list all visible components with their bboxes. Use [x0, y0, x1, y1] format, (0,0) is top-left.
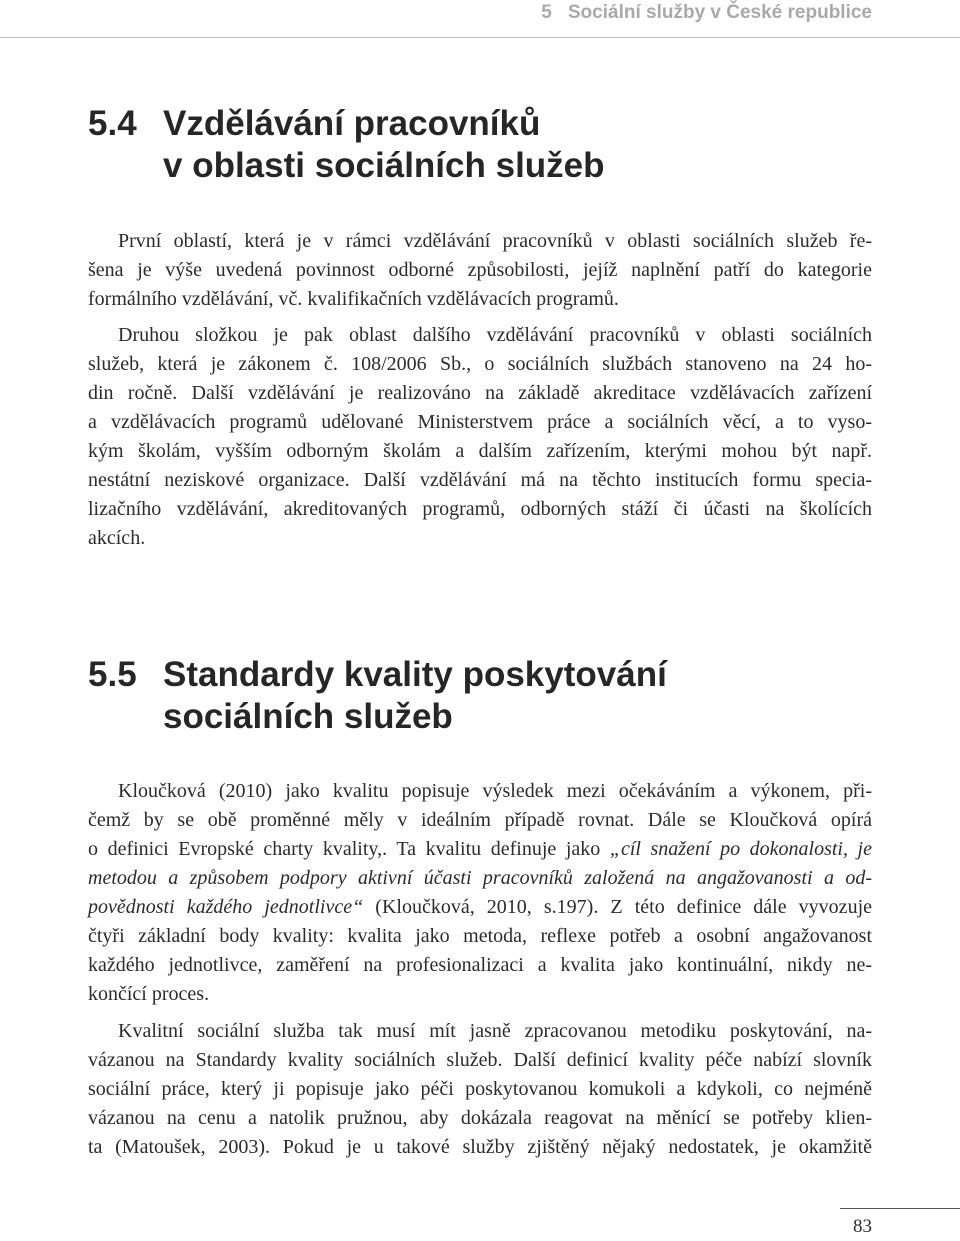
footer-rule — [840, 1208, 960, 1209]
section-heading-5-5 — [88, 654, 888, 744]
text-line: kým školám, vyšším odborným školám a dalším zařízením, kterými mohou být např. — [88, 440, 872, 462]
text-line — [88, 893, 872, 922]
section-title-line: Standardy kvality poskytování — [163, 655, 667, 695]
quotation-text: metodou a způsobem podpory aktivní účasti pracovníků založená na angažovanosti a od- — [88, 867, 872, 889]
text-line — [88, 864, 872, 893]
text-run: (Kloučková, 2010, s.197). Z této definice dále vyvozuje — [363, 896, 872, 918]
running-head — [0, 0, 960, 38]
section-title-line: Vzdělávání pracovníků — [163, 104, 541, 144]
text-line: končící proces. — [88, 983, 210, 1005]
text-line: čemž by se obě proměnné měly v ideálním případě rovnat. Dále se Kloučková opírá — [88, 809, 872, 831]
text-run: o definici Evropské charty kvality,. Ta kvalitu definuje jako — [88, 838, 610, 860]
text-line: a vzdělávacích programů udělované Ministerstvem práce a sociálních věcí, a to vyso- — [88, 411, 872, 433]
section-title-line: v oblasti sociálních služeb — [163, 146, 605, 186]
page-number: 83 — [853, 1216, 872, 1237]
text-line: každého jednotlivce, zaměření na profesionalizaci a kvalita jako kontinuální, nikdy ne- — [88, 954, 872, 976]
section-title — [163, 654, 863, 738]
paragraph-formal-education — [88, 227, 872, 314]
section-heading-5-4 — [88, 103, 888, 193]
text-line: sociální práce, který ji popisuje jako péči poskytovanou komukoli a kdykoli, co nejméně — [88, 1078, 872, 1100]
running-head-chapter-number: 5 — [541, 2, 552, 23]
text-line: vázanou na Standardy kvality sociálních služeb. Další definicí kvality péče nabízí slovník — [88, 1049, 872, 1071]
text-line: nestátní neziskové organizace. Další vzdělávání má na těchto institucích formu specia- — [88, 469, 872, 491]
running-head-chapter-title: Sociální služby v České republice — [567, 2, 872, 23]
text-line: din ročně. Další vzdělávání je realizováno na základě akreditace vzdělávacích zařízení — [88, 382, 872, 404]
quotation-text: „cíl snažení po dokonalosti, je — [609, 838, 872, 860]
text-line: služeb, která je zákonem č. 108/2006 Sb., o sociálních službách stanoveno na 24 ho- — [88, 353, 872, 375]
running-head-text — [541, 2, 872, 24]
section-number: 5.4 — [88, 104, 137, 144]
section-number: 5.5 — [88, 655, 137, 695]
text-line: lizačního vzdělávání, akreditovaných programů, odborných stáží či účasti na školících — [88, 498, 872, 520]
paragraph-quality-definition — [88, 777, 872, 1009]
text-line: Kloučková (2010) jako kvalitu popisuje výsledek mezi očekáváním a výkonem, při- — [118, 780, 872, 802]
text-line: čtyři základní body kvality: kvalita jako metoda, reflexe potřeb a osobní angažovanost — [88, 925, 872, 947]
text-line: První oblastí, která je v rámci vzdělávání pracovníků v oblasti sociálních služeb ře- — [118, 230, 872, 252]
text-line: Druhou složkou je pak oblast dalšího vzdělávání pracovníků v oblasti sociálních — [118, 324, 872, 346]
quotation-text: povědnosti každého jednotlivce“ — [88, 896, 364, 918]
text-line: šena je výše uvedená povinnost odborné způsobilosti, jejíž naplnění patří do kategorie — [88, 259, 872, 281]
text-line: Kvalitní sociální služba tak musí mít jasně zpracovanou metodiku poskytování, na- — [118, 1020, 872, 1042]
text-line: akcích. — [88, 527, 146, 549]
text-line: vázanou na cenu a natolik pružnou, aby dokázala reagovat na měnící se potřeby klien- — [88, 1107, 872, 1129]
text-line: ta (Matoušek, 2003). Pokud je u takové služby zjištěný nějaký nedostatek, je okamžitě — [88, 1136, 872, 1158]
text-line — [88, 835, 872, 864]
paragraph-quality-service — [88, 1017, 872, 1162]
section-title-line: sociálních služeb — [163, 697, 453, 737]
section-title — [163, 103, 863, 187]
text-line: formálního vzdělávání, vč. kvalifikačních vzdělávacích programů. — [88, 288, 619, 310]
paragraph-further-education — [88, 321, 872, 553]
